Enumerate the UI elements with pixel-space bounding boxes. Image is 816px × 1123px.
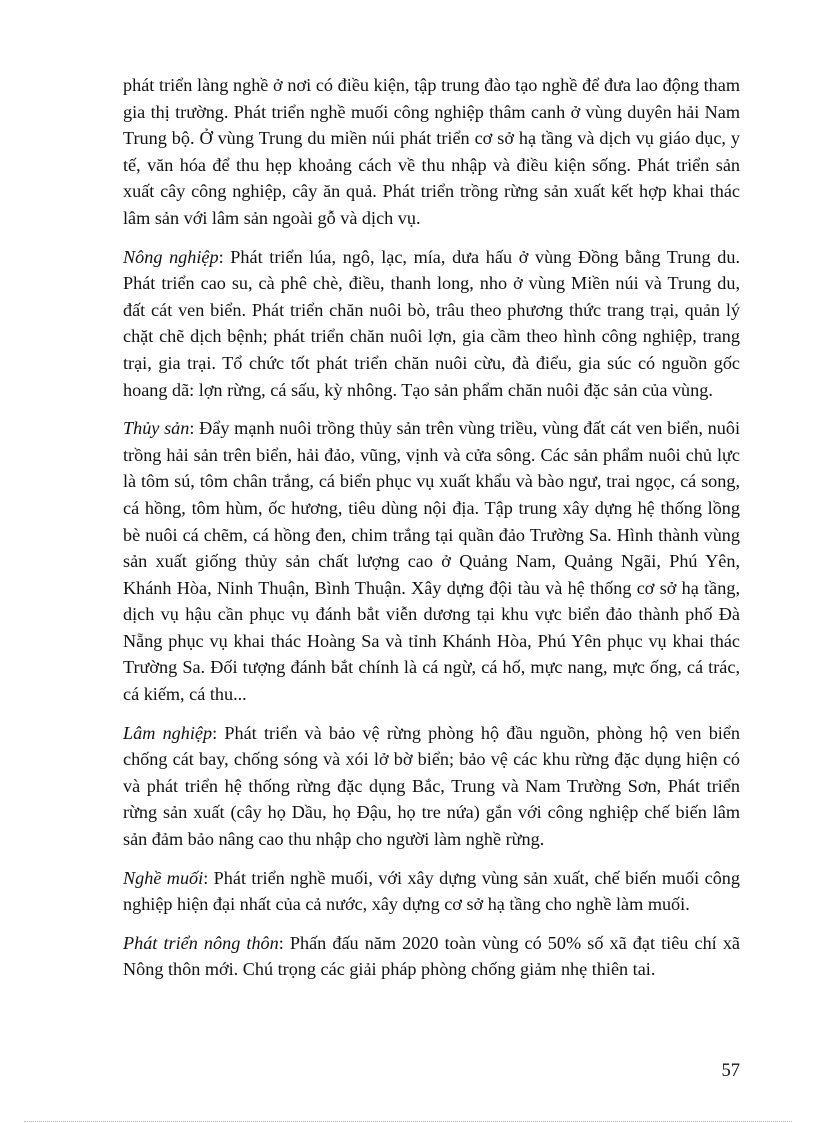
document-body bbox=[123, 72, 740, 995]
paragraph-salt bbox=[123, 865, 740, 918]
paragraph-rural-development bbox=[123, 930, 740, 983]
paragraph-text: : Đẩy mạnh nuôi trồng thủy sản trên vùng triều, vùng đất cát ven biển, nuôi trồng hải sản trên biển, hải đảo, vũng, vịnh và cửa sông. Các sản phẩm nuôi chủ lực là tôm sú, tôm chân trắng, cá biển phục vụ xuất khẩu và bào ngư, trai ngọc, cá song, cá hồng, tôm hùm, ốc hương, tiêu dùng nội địa. Tập trung xây dựng hệ thống lồng bè nuôi cá chẽm, cá hồng đen, chim trắng tại quần đảo Trường Sa. Hình thành vùng sản xuất giống thủy sản chất lượng cao ở Quảng Nam, Quảng Ngãi, Phú Yên, Khánh Hòa, Ninh Thuận, Bình Thuận. Xây dựng đội tàu và hệ thống cơ sở hạ tầng, dịch vụ hậu cần phục vụ đánh bắt viễn dương tại khu vực biển đảo thành phố Đà Nẵng phục vụ khai thác Hoàng Sa và tỉnh Khánh Hòa, Phú Yên phục vụ khai thác Trường Sa. Đối tượng đánh bắt chính là cá ngừ, cá hố, mực nang, mực ống, cá trác, cá kiếm, cá thu... bbox=[123, 418, 741, 705]
paragraph-text: phát triển làng nghề ở nơi có điều kiện, tập trung đào tạo nghề để đưa lao động tham gia thị trường. Phát triển nghề muối công nghiệp thâm canh ở vùng duyên hải Nam Trung bộ. Ở vùng Trung du miền núi phát triển cơ sở hạ tầng và dịch vụ giáo dục, y tế, văn hóa để thu hẹp khoảng cách về thu nhập và điều kiện sống. Phát triển sản xuất cây công nghiệp, cây ăn quả. Phát triển trồng rừng sản xuất kết hợp khai thác lâm sản với lâm sản ngoài gỗ và dịch vụ. bbox=[123, 75, 740, 228]
paragraph-term: Nông nghiệp bbox=[123, 246, 219, 267]
paragraph-term: Lâm nghiệp bbox=[123, 722, 213, 743]
paragraph-term: Thủy sản bbox=[123, 418, 190, 439]
page-number: 57 bbox=[721, 1061, 740, 1081]
paragraph-forestry bbox=[123, 720, 740, 853]
paragraph-fisheries bbox=[123, 415, 740, 708]
paragraph-text: : Phát triển lúa, ngô, lạc, mía, dưa hấu ở vùng Đồng bằng Trung du. Phát triển cao su, cà phê chè, điều, thanh long, nho ở vùng Miền núi và Trung du, đất cát ven biển. Phát triển chăn nuôi bò, trâu theo phương thức trang trại, quản lý chặt chẽ dịch bệnh; phát triển chăn nuôi lợn, gia cầm theo hình công nghiệp, trang trại, gia trại. Tổ chức tốt phát triển chăn nuôi cừu, đà điểu, gia súc có nguồn gốc hoang dã: lợn rừng, cá sấu, kỳ nhông. Tạo sản phẩm chăn nuôi đặc sản của vùng. bbox=[123, 246, 740, 400]
paragraph-term: Nghề muối bbox=[123, 867, 204, 888]
paragraph-intro bbox=[123, 72, 740, 232]
paragraph-text: : Phát triển nghề muối, với xây dựng vùng sản xuất, chế biến muối công nghiệp hiện đại nhất của cả nước, xây dựng cơ sở hạ tầng cho nghề làm muối. bbox=[123, 867, 740, 915]
paragraph-agriculture bbox=[123, 244, 740, 404]
paragraph-text: : Phát triển và bảo vệ rừng phòng hộ đầu nguồn, phòng hộ ven biển chống cát bay, chống sóng và xói lở bờ biển; bảo vệ các khu rừng đặc dụng hiện có và phát triển hệ thống rừng đặc dụng Bắc, Trung và Nam Trường Sơn, Phát triển rừng sản xuất (cây họ Dầu, họ Đậu, họ tre nứa) gắn với công nghiệp chế biến lâm sản đảm bảo nâng cao thu nhập cho người làm nghề rừng. bbox=[123, 722, 741, 850]
page-bottom-divider bbox=[24, 1121, 792, 1122]
paragraph-term: Phát triển nông thôn bbox=[123, 932, 279, 953]
paragraph-text: : Phấn đấu năm 2020 toàn vùng có 50% số xã đạt tiêu chí xã Nông thôn mới. Chú trọng các giải pháp phòng chống giảm nhẹ thiên tai. bbox=[123, 932, 740, 980]
